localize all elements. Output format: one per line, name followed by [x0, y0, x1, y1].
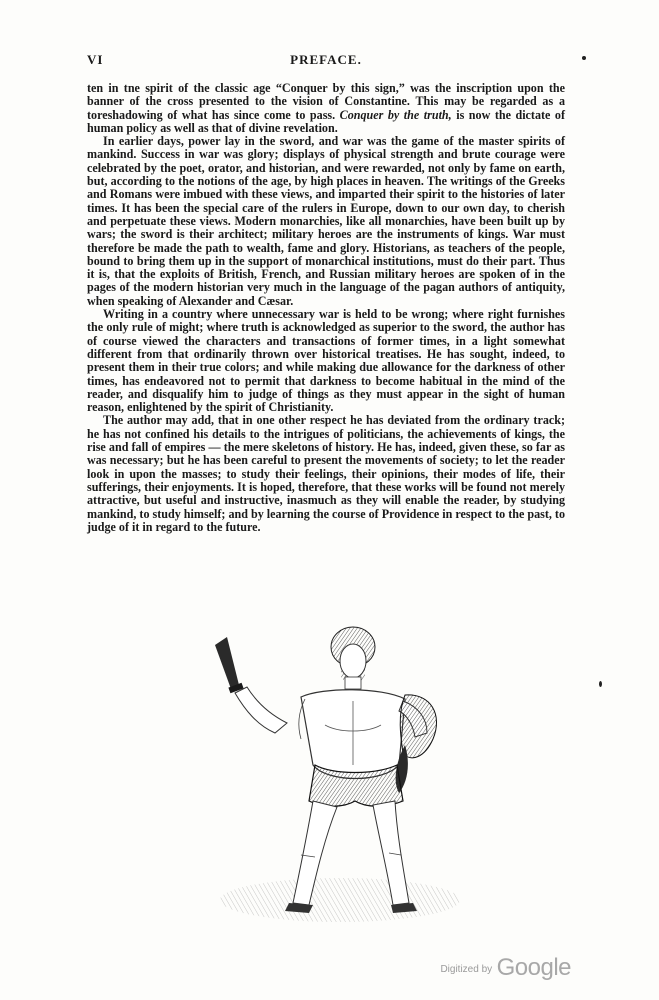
paragraph	[87, 135, 565, 308]
paragraph	[87, 82, 565, 135]
page-header	[87, 52, 565, 72]
text-run: In earlier days, power lay in the sword, and war was the game of the master spirits of mankind. Success in war was glory; displays of physical strength and brute courage were celebrated by the poet, orator, and historian, and were rewarded, not only by fame on earth, but, according to the notions of the age, by high places in heaven. The writings of the Greeks and Romans were imbued with these views, and imparted their spirit to the histories of later times. It has been the special care of the rulers in Europe, down to our own day, to cherish and perpetuate these views. Modern monarchies, like all monarchies, have been built up by wars; the sword is their architect; military heroes are the instruments of kings. War must therefore be made the path to wealth, fame and glory. Historians, as teachers of the people, bound to bring them up in the support of monarchical institutions, must do their part. Thus it is, that the exploits of British, French, and Russian military heroes are spoken of in the pages of the modern historian very much in the language of the pagan authors of antiquity, when speaking of Alexander and Cæsar.	[87, 134, 565, 308]
gladiator-engraving	[205, 615, 475, 925]
google-logo: Google	[496, 954, 571, 981]
text-run: Writing in a country where unnecessary war is held to be wrong; where right furnishes the only rule of might; where truth is acknowledged as superior to the sword, the author has of course viewed the characters and transactions of former times, in a light somewhat different from that ordinarily thrown over historical treatises. He has sought, indeed, to present them in their true colors; and while making due allowance for the darkness of other times, has endeavored not to permit that darkness to become habitual in the mind of the reader, and disqualify him to judge of things as they must appear in the sight of human reason, enlightened by the spirit of Christianity.	[87, 307, 565, 415]
page-number: VI	[87, 52, 104, 67]
text-run: ten in tne spirit of the classic age “Conquer by this sign,” was the inscription upon the banner of the cross presented to the vision of Constantine. This may be regarded as a toreshadowing of what has since come to pass.	[87, 81, 565, 122]
running-head: PREFACE.	[290, 52, 362, 67]
ink-speck	[582, 56, 586, 60]
preface-body	[87, 82, 565, 534]
paragraph	[87, 308, 565, 414]
italic-text-run: Conquer by the truth,	[339, 107, 452, 122]
watermark-prefix: Digitized by	[440, 964, 493, 975]
digitized-by-google-watermark	[440, 954, 571, 982]
ink-speck	[599, 681, 602, 687]
text-run: is now the dictate of human policy as well as that of divine revelation.	[87, 107, 565, 135]
text-run: The author may add, that in one other respect he has deviated from the ordinary track; he has not confined his details to the intrigues of politicians, the achievements of kings, the rise and fall of empires — the mere skeletons of history. He has, indeed, given these, so far as was necessary; but he has been careful to present the movements of society; to let the reader look in upon the masses; to study their feelings, their opinions, their modes of life, their sufferings, their enjoyments. It is hoped, therefore, that these works will be found not merely attractive, but useful and instructive, inasmuch as they will enable the reader, by studying mankind, to study himself; and by learning the course of Providence in respect to the past, to judge of it in regard to the future.	[87, 413, 565, 534]
paragraph	[87, 414, 565, 534]
